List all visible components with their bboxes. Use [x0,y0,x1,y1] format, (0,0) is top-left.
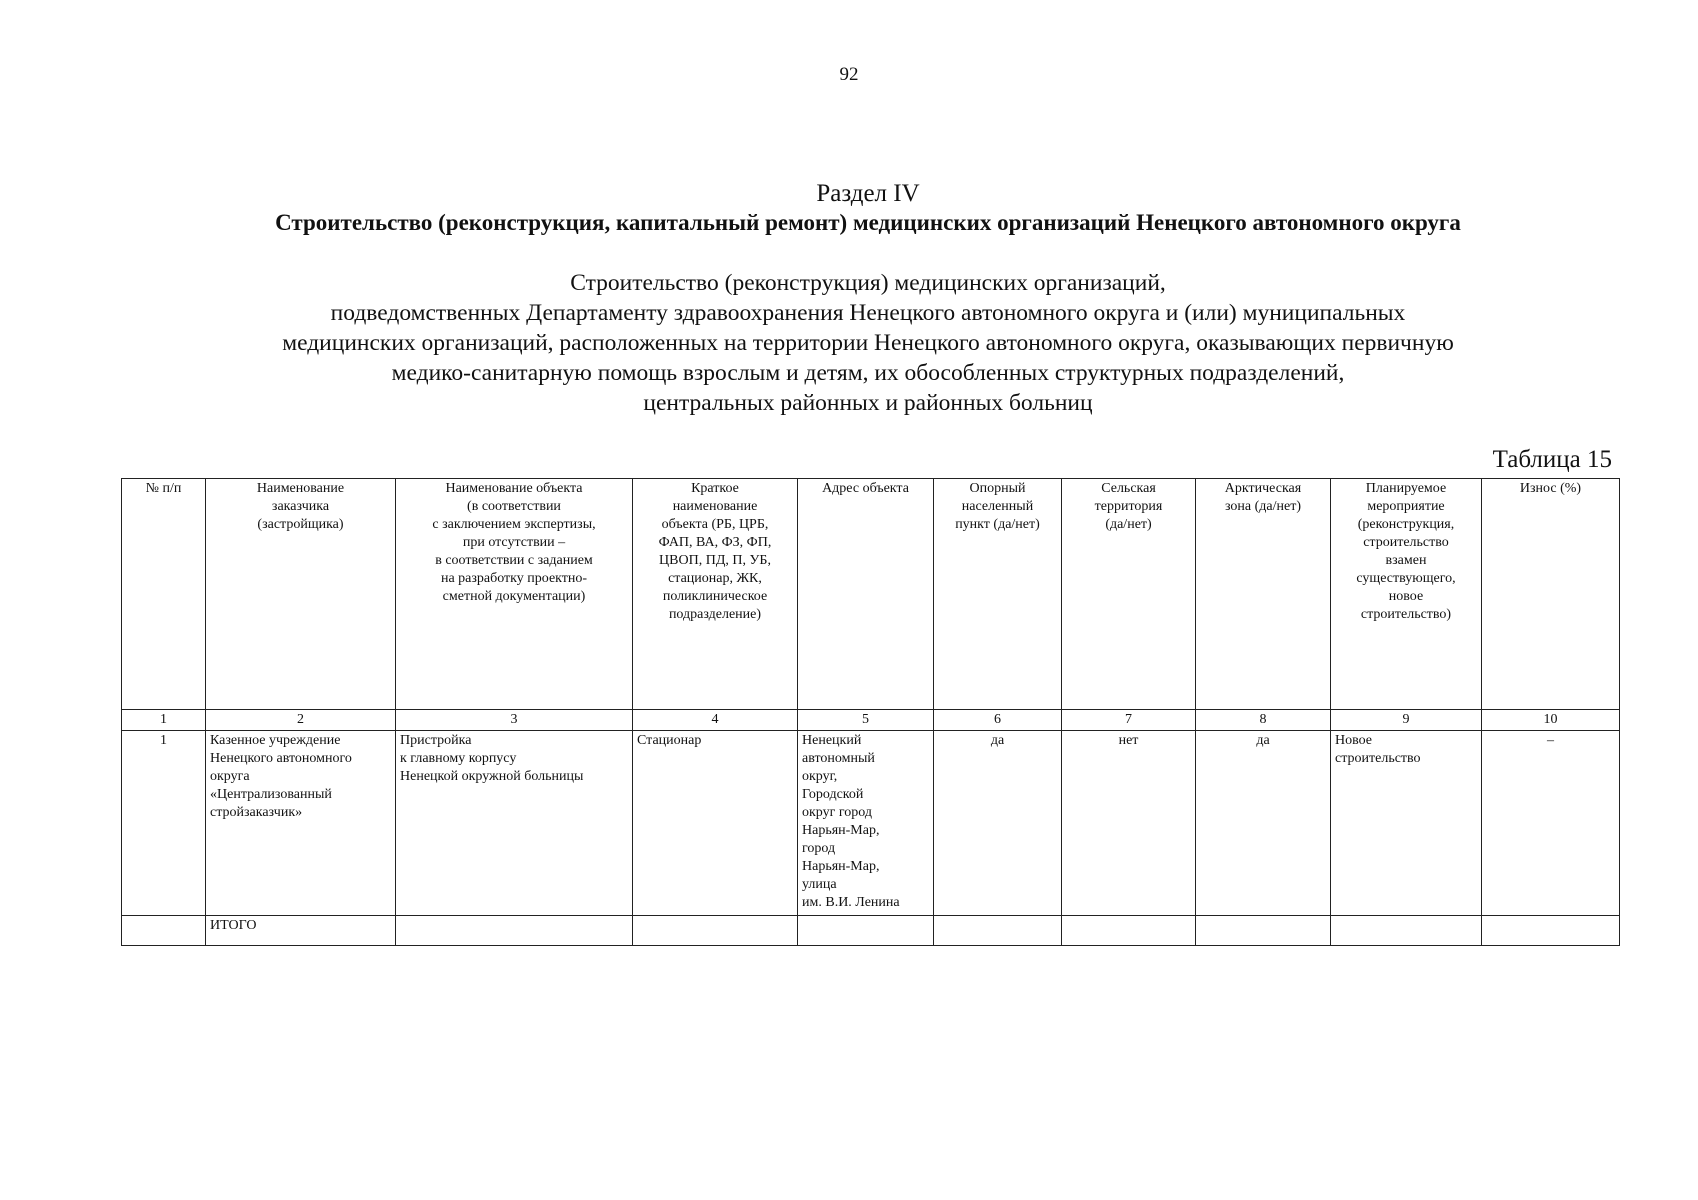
column-number-row [122,710,1620,731]
table-row [122,731,1620,916]
section-subtitle: Строительство (реконструкция, капитальный ремонт) медицинских организаций Ненецкого автономного округа [275,210,1461,235]
subheading-line: медицинских организаций, расположенных на территории Ненецкого автономного округа, оказывающих первичную [282,330,1454,356]
subheading-line: медико-санитарную помощь взрослым и детям, их обособленных структурных подразделений, [391,360,1345,386]
header-cell-customer: Наименование заказчика (застройщика) [206,479,396,710]
row-wear: – [1482,731,1620,916]
subheading-line: подведомственных Департаменту здравоохранения Ненецкого автономного округа и (или) муниципальных [330,300,1406,326]
row-arctic: да [1196,731,1331,916]
total-cell-empty [122,916,206,946]
row-address: Ненецкий автономный округ, Городской округ город Нарьян-Мар, город Нарьян-Мар, улица им. В.И. Ленина [798,731,934,916]
total-cell-empty [934,916,1062,946]
row-object: Пристройка к главному корпусу Ненецкой окружной больницы [396,731,633,916]
page-number: 92 [839,64,859,85]
total-cell-empty [1331,916,1482,946]
header-cell-object: Наименование объекта (в соответствии с заключением экспертизы, при отсутствии – в соответствии с заданием на разработку проектно- сметной документации) [396,479,633,710]
column-number: 1 [122,710,206,731]
row-support-point: да [934,731,1062,916]
column-number: 3 [396,710,633,731]
header-cell-wear: Износ (%) [1482,479,1620,710]
column-number: 2 [206,710,396,731]
total-cell-empty [396,916,633,946]
total-label: ИТОГО [206,916,396,946]
column-number: 8 [1196,710,1331,731]
header-cell-short-name: Краткое наименование объекта (РБ, ЦРБ, ФАП, ВА, ФЗ, ФП, ЦВОП, ПД, П, УБ, стационар, ЖК, поликлиническое подразделение) [633,479,798,710]
total-row [122,916,1620,946]
header-row [122,479,1620,710]
subheading-line: Строительство (реконструкция) медицинских организаций, [570,270,1166,296]
total-cell-empty [1062,916,1196,946]
construction-table [121,478,1620,946]
header-cell-rural: Сельская территория (да/нет) [1062,479,1196,710]
header-cell-support-point: Опорный населенный пункт (да/нет) [934,479,1062,710]
column-number: 7 [1062,710,1196,731]
column-number: 10 [1482,710,1620,731]
total-cell-empty [1196,916,1331,946]
section-title: Раздел IV [816,180,920,207]
row-customer: Казенное учреждение Ненецкого автономного округа «Централизованный стройзаказчик» [206,731,396,916]
column-number: 4 [633,710,798,731]
column-number: 9 [1331,710,1482,731]
header-cell-planned: Планируемое мероприятие (реконструкция, строительство взамен существующего, новое строительство) [1331,479,1482,710]
row-planned: Новое строительство [1331,731,1482,916]
total-cell-empty [1482,916,1620,946]
row-num: 1 [122,731,206,916]
total-cell-empty [798,916,934,946]
header-cell-address: Адрес объекта [798,479,934,710]
table-subheading [150,268,1586,418]
column-number: 6 [934,710,1062,731]
column-number: 5 [798,710,934,731]
total-cell-empty [633,916,798,946]
header-cell-num: № п/п [122,479,206,710]
row-rural: нет [1062,731,1196,916]
row-short-name: Стационар [633,731,798,916]
table-label: Таблица 15 [1492,446,1612,473]
subheading-line: центральных районных и районных больниц [643,390,1093,416]
header-cell-arctic: Арктическая зона (да/нет) [1196,479,1331,710]
